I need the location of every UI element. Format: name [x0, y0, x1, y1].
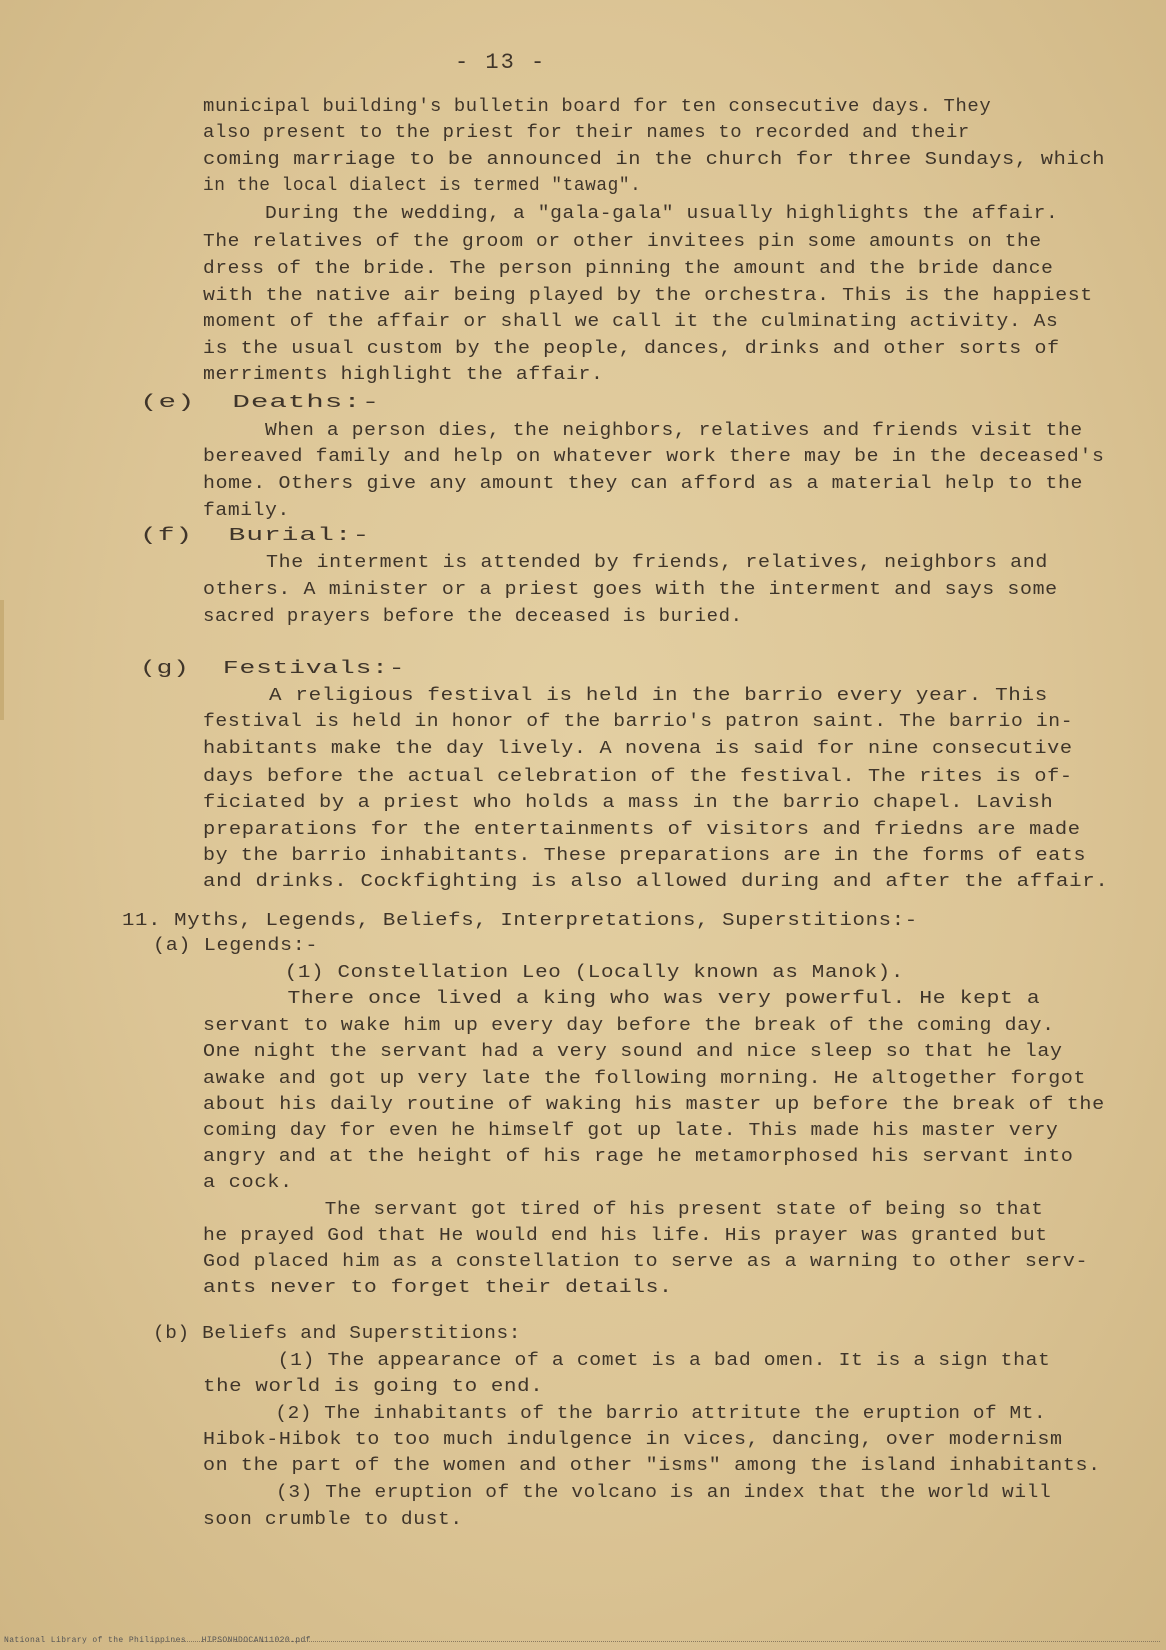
text-line: on the part of the women and other "isms" among the island inhabitants.	[203, 1455, 1101, 1476]
text-line: (1) The appearance of a comet is a bad omen. It is a sign that	[153, 1350, 1051, 1371]
text-line: ants never to forget their details.	[203, 1277, 673, 1298]
text-line: with the native air being played by the orchestra. This is the happiest	[203, 285, 1093, 306]
section-heading: (e) Deaths:-	[140, 392, 381, 413]
text-line: servant to wake him up every day before the break of the coming day.	[203, 1015, 1055, 1036]
section-heading: (g) Festivals:-	[140, 658, 406, 679]
text-line: During the wedding, a "gala-gala" usually highlights the affair.	[203, 203, 1059, 224]
text-line: (2) The inhabitants of the barrio attritute the eruption of Mt.	[153, 1403, 1047, 1424]
text-line: (1) Constellation Leo (Locally known as Manok).	[153, 962, 905, 983]
text-line: others. A minister or a priest goes with the interment and says some	[203, 579, 1058, 600]
text-line: angry and at the height of his rage he metamorphosed his servant into	[203, 1146, 1074, 1167]
text-line: One night the servant had a very sound and nice sleep so that he lay	[203, 1041, 1063, 1062]
text-line: coming day for even he himself got up late. This made his master very	[203, 1120, 1059, 1141]
text-line: The interment is attended by friends, relatives, neighbors and	[203, 552, 1049, 573]
text-line: merriments highlight the affair.	[203, 364, 604, 385]
text-line: bereaved family and help on whatever work there may be in the deceased's	[203, 446, 1105, 467]
section-heading: (b) Beliefs and Superstitions:	[153, 1323, 522, 1344]
text-line: the world is going to end.	[203, 1376, 544, 1397]
text-line: in the local dialect is termed "tawag".	[203, 175, 642, 196]
text-line: he prayed God that He would end his life. His prayer was granted but	[203, 1225, 1048, 1246]
text-line: The servant got tired of his present state of being so that	[203, 1199, 1044, 1220]
text-line: sacred prayers before the deceased is buried.	[203, 606, 743, 627]
text-line: (3) The eruption of the volcano is an index that the world will	[153, 1482, 1052, 1503]
text-line: When a person dies, the neighbors, relatives and friends visit the	[203, 420, 1083, 441]
page-number: - 13 -	[455, 50, 547, 75]
text-line: coming marriage to be announced in the church for three Sundays, which	[203, 149, 1106, 170]
text-line: about his daily routine of waking his master up before the break of the	[203, 1094, 1105, 1115]
text-line: and drinks. Cockfighting is also allowed during and after the affair.	[203, 871, 1109, 892]
text-line: dress of the bride. The person pinning the amount and the bride dance	[203, 258, 1054, 279]
text-line: habitants make the day lively. A novena is said for nine consecutive	[203, 738, 1073, 759]
text-line: Hibok-Hibok to too much indulgence in vices, dancing, over modernism	[203, 1429, 1063, 1450]
text-line: ficiated by a priest who holds a mass in the barrio chapel. Lavish	[203, 792, 1054, 813]
text-line: soon crumble to dust.	[203, 1509, 463, 1530]
text-line: moment of the affair or shall we call it the culminating activity. As	[203, 311, 1059, 332]
tape-edge	[0, 600, 4, 720]
section-heading: (a) Legends:-	[153, 935, 319, 956]
section-heading: (f) Burial:-	[140, 525, 371, 546]
text-line: family.	[203, 500, 290, 521]
text-line: a cock.	[203, 1172, 293, 1193]
text-line: festival is held in honor of the barrio's patron saint. The barrio in-	[203, 711, 1074, 732]
text-line: by the barrio inhabitants. These preparations are in the forms of eats	[203, 845, 1087, 866]
text-line: is the usual custom by the people, dances, drinks and other sorts of	[203, 338, 1060, 359]
text-line: preparations for the entertainments of visitors and friedns are made	[203, 819, 1081, 840]
text-line: The relatives of the groom or other invitees pin some amounts on the	[203, 231, 1042, 252]
section-heading: 11. Myths, Legends, Beliefs, Interpretations, Superstitions:-	[122, 910, 918, 931]
text-line: also present to the priest for their names to recorded and their	[203, 122, 970, 143]
text-line: God placed him as a constellation to serve as a warning to other serv-	[203, 1251, 1089, 1272]
footer-source: National Library of the Philippines HIPSONHDOCAN11020.pdf	[4, 1636, 311, 1645]
text-line: municipal building's bulletin board for ten consecutive days. They	[203, 96, 992, 117]
text-line: awake and got up very late the following morning. He altogether forgot	[203, 1068, 1087, 1089]
text-line: There once lived a king who was very powerful. He kept a	[153, 988, 1041, 1009]
text-line: home. Others give any amount they can afford as a material help to the	[203, 473, 1084, 494]
text-line: days before the actual celebration of the festival. The rites is of-	[203, 766, 1073, 787]
footer-rule	[150, 1641, 1160, 1642]
text-line: A religious festival is held in the barrio every year. This	[203, 685, 1048, 706]
